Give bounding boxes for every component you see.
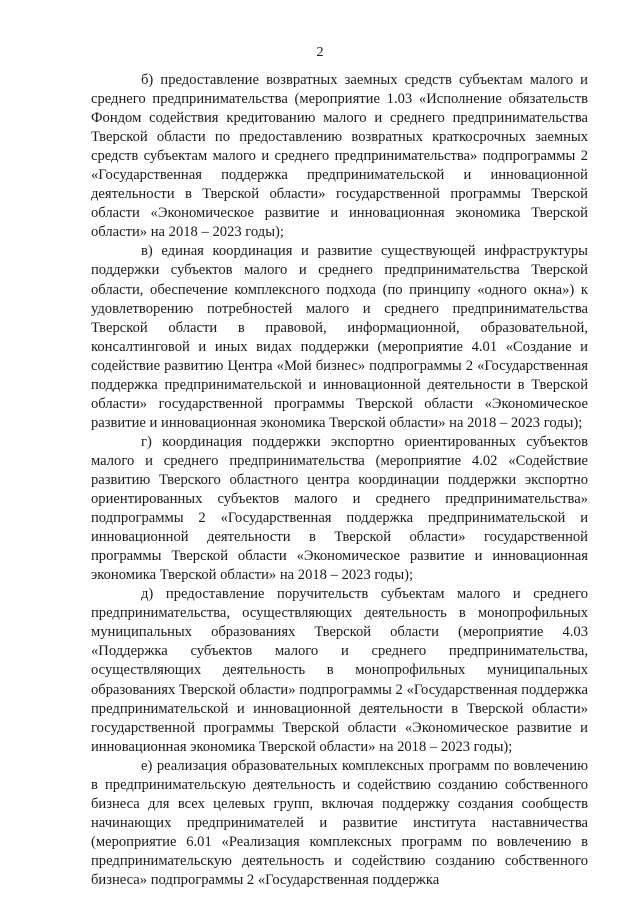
page-number: 2 <box>316 45 324 60</box>
paragraph-b: б) предоставление возвратных заемных средств субъектам малого и среднего предпринимательства (мероприятие 1.03 «Исполнение обязательств Фондом содействия кредитованию малого и среднего предпринимательства Тверской области по предоставлению возвратных краткосрочных заемных средств субъектам малого и среднего предпринимательства» подпрограммы 2 «Государственная поддержка предпринимательской и инновационной деятельности в Тверской области» государственной программы Тверской области «Экономическое развитие и инновационная экономика Тверской области» на 2018 – 2023 годы); <box>91 72 588 241</box>
paragraph-v: в) единая координация и развитие существующей инфраструктуры поддержки субъектов малого и среднего предпринимательства Тверской области, обеспечение комплексного подхода (по принципу «одного окна») к удовлетворению потребностей малого и среднего предпринимательства Тверской области в правовой, информационной, образовательной, консалтинговой и иных видах поддержки (мероприятие 4.01 «Создание и содействие развитию Центра «Мой бизнес» подпрограммы 2 «Государственная поддержка предпринимательской и инновационной деятельности в Тверской области» государственной программы Тверской области «Экономическое развитие и инновационная экономика Тверской области» на 2018 – 2023 годы); <box>91 243 588 431</box>
paragraph-d: д) предоставление поручительств субъектам малого и среднего предпринимательства, осуществляющих деятельность в монопрофильных муниципальных образованиях Тверской области (мероприятие 4.03 «Поддержка субъектов малого и среднего предпринимательства, осуществляющих деятельность в монопрофильных муниципальных образованиях Тверской области» подпрограммы 2 «Государственная поддержка предпринимательской и инновационной деятельности в Тверской области» государственной программы Тверской области «Экономическое развитие и инновационная экономика Тверской области» на 2018 – 2023 годы); <box>91 586 588 755</box>
paragraph-g: г) координация поддержки экспортно ориентированных субъектов малого и среднего предпринимательства (мероприятие 4.02 «Содействие развитию Тверского областного центра координации поддержки экспортно ориентированных субъектов малого и среднего предпринимательства» подпрограммы 2 «Государственная поддержка предпринимательской и инновационной деятельности в Тверской области» государственной программы Тверской области «Экономическое развитие и инновационная экономика Тверской области» на 2018 – 2023 годы); <box>91 433 588 584</box>
document-body <box>91 71 588 890</box>
paragraph-e: е) реализация образовательных комплексных программ по вовлечению в предпринимательскую деятельность и содействию созданию собственного бизнеса для всех целевых групп, включая поддержку создания сообществ начинающих предпринимателей и развитие института наставничества (мероприятие 6.01 «Реализация комплексных программ по вовлечению в предпринимательскую деятельность и содействию созданию собственного бизнеса» подпрограммы 2 «Государственная поддержка <box>91 757 588 888</box>
